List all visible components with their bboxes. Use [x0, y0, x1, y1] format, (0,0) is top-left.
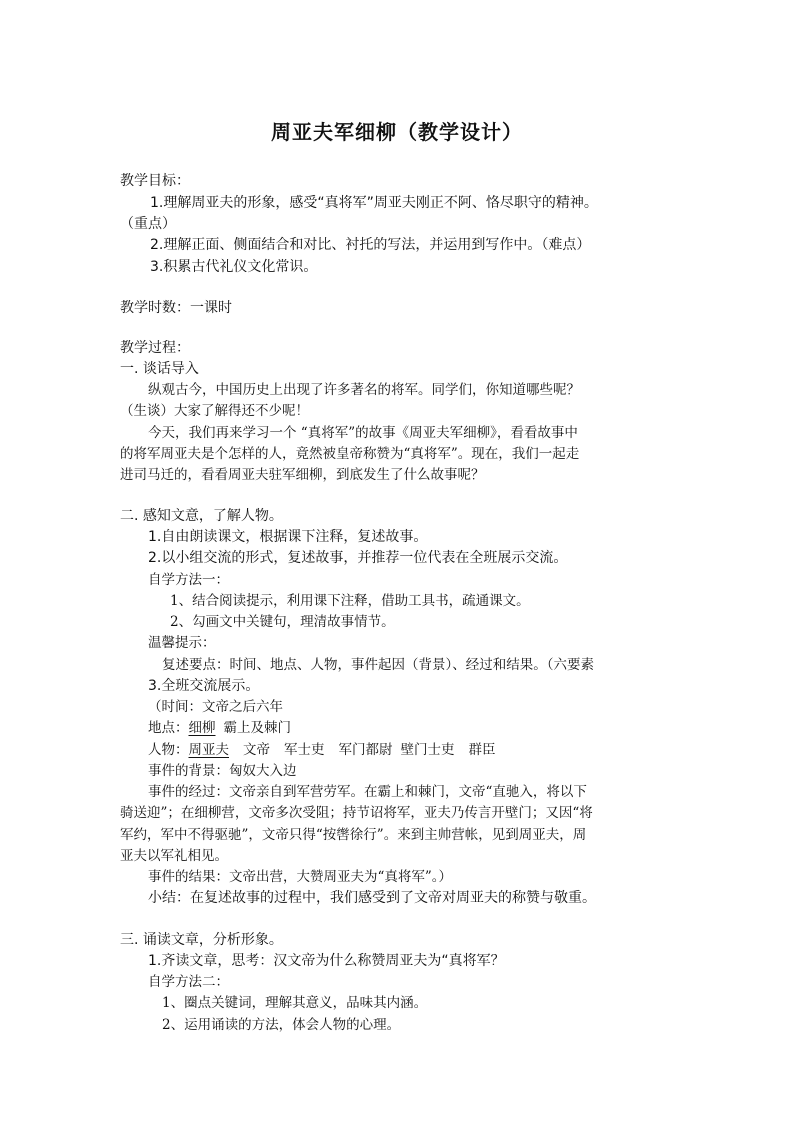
- goal-1-note: （重点）: [120, 216, 176, 232]
- person-qunchen: 群臣: [468, 742, 496, 758]
- method-1-step-2: 2、勾画文中关键句，理清故事情节。: [170, 614, 395, 630]
- person-wendi: 文帝: [243, 742, 270, 758]
- goal-2: 2.理解正面、侧面结合和对比、衬托的写法，并运用到写作中。（难点）: [150, 237, 591, 253]
- self-study-method-2: 自学方法二：: [148, 974, 229, 990]
- method-1-step-1: 1、结合阅读提示，利用课下注释，借助工具书，疏通课文。: [170, 593, 530, 609]
- person-junmen-duwei: 军门都尉: [338, 742, 393, 758]
- goal-3: 3.积累古代礼仪文化常识。: [150, 259, 318, 275]
- section-1-paragraph: 的将军周亚夫是个怎样的人，竟然被皇帝称赞为“真将军”。现在，我们一起走: [120, 446, 580, 462]
- story-process: 事件的经过：文帝亲自到军营劳军。在霸上和棘门，文帝“直驰入，将以下: [148, 784, 587, 800]
- document-title: 周亚夫军细柳（教学设计）: [271, 120, 523, 144]
- section-2-heading: 二. 感知文意，了解人物。: [120, 508, 283, 524]
- story-people: [148, 741, 496, 759]
- section-2-summary: 小结：在复述故事的过程中，我们感受到了文帝对周亚夫的称赞与敬重。: [148, 890, 596, 906]
- place-label: 地点：: [148, 720, 189, 736]
- section-3-item-1: 1.齐读文章，思考：汉文帝为什么称赞周亚夫为“真将军？: [148, 953, 505, 969]
- section-1-heading: 一. 谈话导入: [120, 361, 199, 377]
- story-place: [148, 719, 291, 737]
- place-xiliu: 细柳: [188, 720, 216, 736]
- section-1-paragraph: （生谈）大家了解得还不少呢！: [120, 403, 309, 419]
- section-2-item-1: 1.自由朗读课文，根据课下注释，复述故事。: [148, 529, 428, 545]
- section-2-item-2: 2.以小组交流的形式，复述故事，并推荐一位代表在全班展示交流。: [148, 550, 568, 566]
- story-background: 事件的背景：匈奴大入边: [148, 763, 297, 779]
- section-1-paragraph: 今天，我们再来学习一个 “真将军”的故事《周亚夫军细柳》，看看故事中: [148, 425, 578, 441]
- story-time: （时间：文帝之后六年: [148, 699, 283, 715]
- section-1-paragraph: 进司马迁的，看看周亚夫驻军细柳，到底发生了什么故事呢？: [120, 467, 485, 483]
- story-process: 亚夫以军礼相见。: [120, 848, 228, 864]
- teaching-hours: 教学时数：一课时: [120, 300, 232, 316]
- person-bimen-shili: 壁门士吏: [400, 742, 455, 758]
- self-study-method-1: 自学方法一：: [148, 572, 229, 588]
- story-result: 事件的结果：文帝出营，大赞周亚夫为“真将军”。）: [148, 869, 453, 885]
- method-2-step-2: 2、运用诵读的方法，体会人物的心理。: [162, 1017, 401, 1033]
- tip-heading: 温馨提示：: [148, 635, 216, 651]
- process-heading: 教学过程：: [120, 340, 190, 356]
- story-process: 军约，军中不得驱驰”，文帝只得“按辔徐行”。来到主帅营帐，见到周亚夫，周: [120, 827, 587, 843]
- section-1-paragraph: 纵观古今，中国历史上出现了许多著名的将军。同学们，你知道哪些呢？: [148, 382, 580, 398]
- place-bashang: 霸上及棘门: [223, 720, 291, 736]
- section-3-heading: 三. 诵读文章，分析形象。: [120, 932, 283, 948]
- story-process: 骑送迎”；在细柳营，文帝多次受阻；持节诏将军，亚夫乃传言开壁门；又因“将: [120, 805, 593, 821]
- tip-text: 复述要点：时间、地点、人物，事件起因（背景）、经过和结果。（六要素: [162, 657, 594, 673]
- people-label: 人物：: [148, 742, 189, 758]
- method-2-step-1: 1、圈点关键词，理解其意义，品味其内涵。: [162, 995, 428, 1011]
- person-junshili: 军士吏: [284, 742, 325, 758]
- person-zhou-yafu: 周亚夫: [188, 742, 229, 758]
- section-2-item-3: 3.全班交流展示。: [148, 678, 260, 694]
- goal-1: 1.理解周亚夫的形象，感受“真将军”周亚夫刚正不阿、恪尽职守的精神。: [150, 195, 598, 211]
- goals-heading: 教学目标：: [120, 173, 190, 189]
